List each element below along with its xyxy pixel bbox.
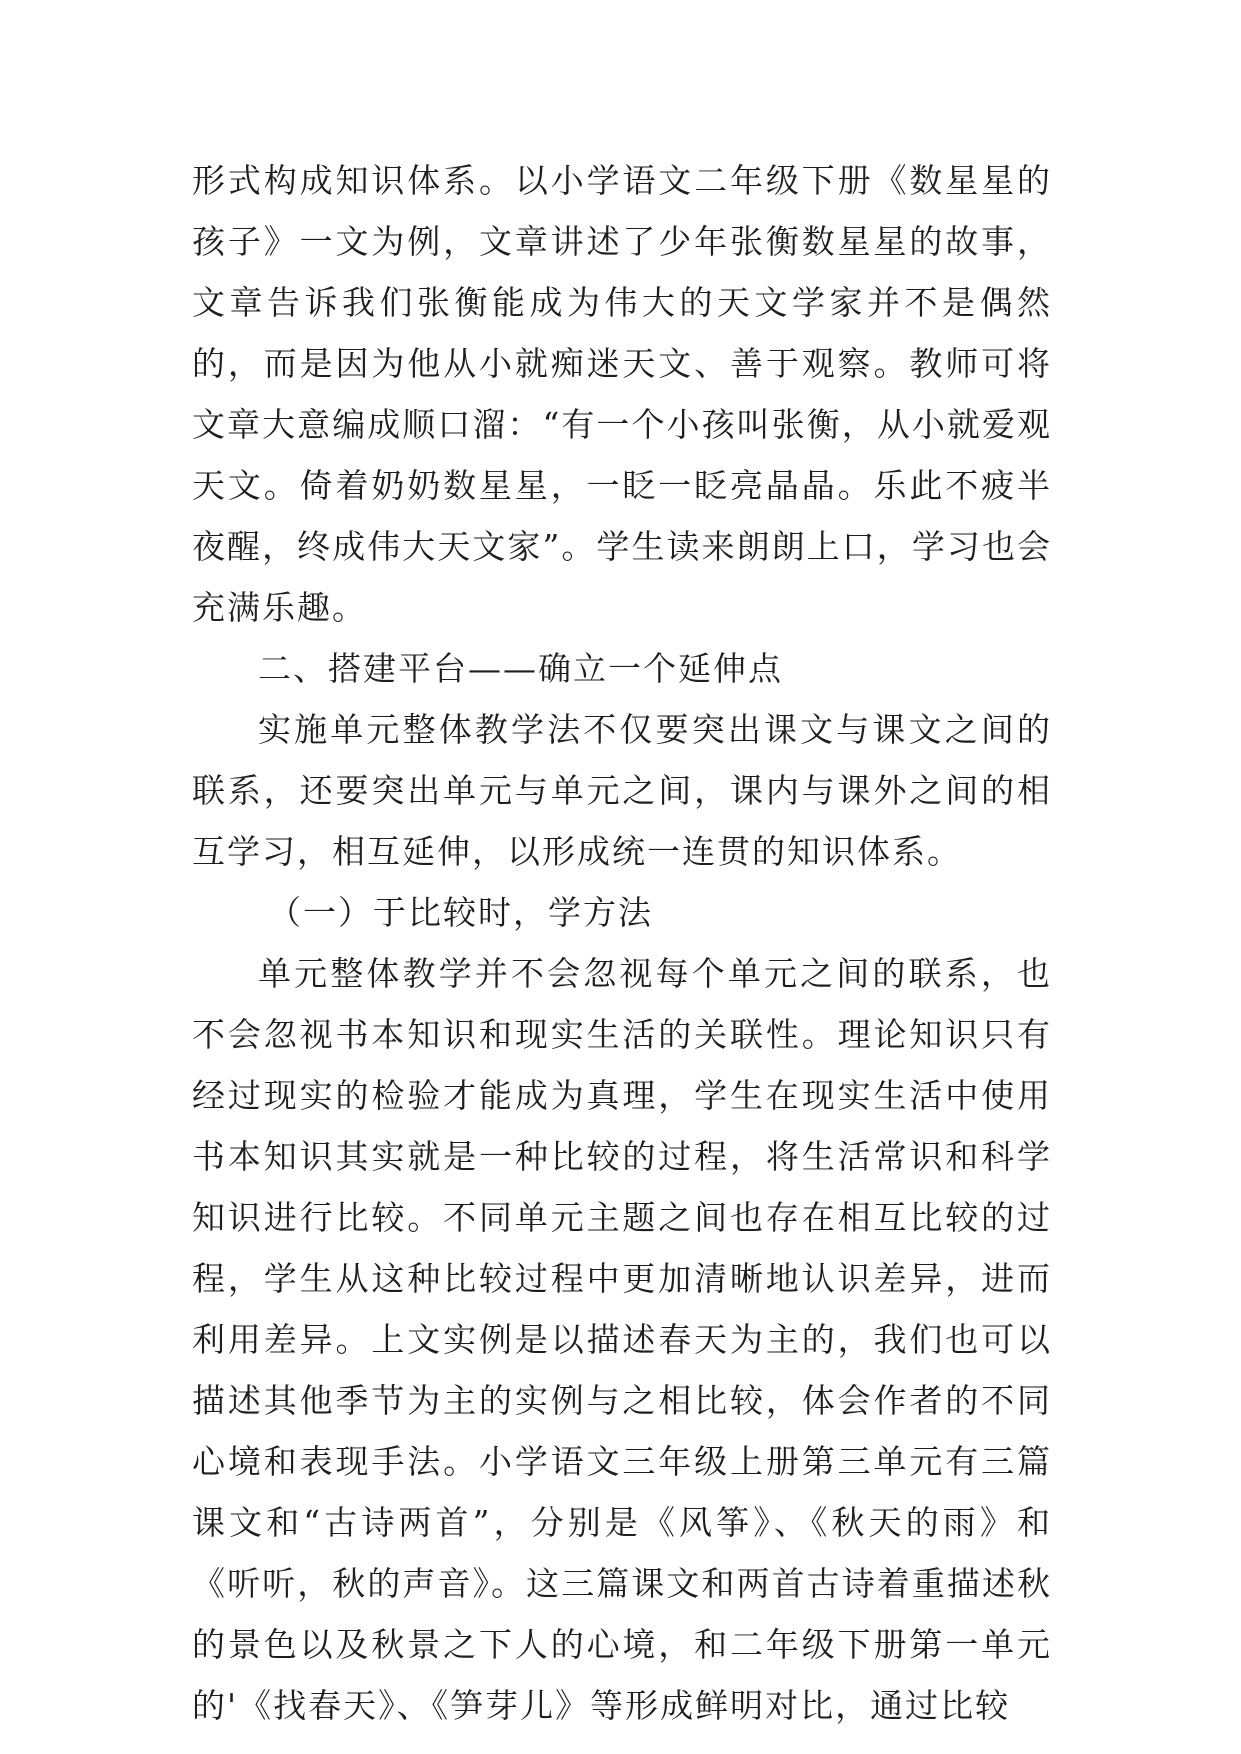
document-body: [192, 150, 1052, 1736]
paragraph: 实施单元整体教学法不仅要突出课文与课文之间的联系，还要突出单元与单元之间，课内与课外之间的相互学习，相互延伸，以形成统一连贯的知识体系。: [192, 710, 1052, 871]
paragraph: 单元整体教学并不会忽视每个单元之间的联系，也不会忽视书本知识和现实生活的关联性。理论知识只有经过现实的检验才能成为真理，学生在现实生活中使用书本知识其实就是一种比较的过程，将生活常识和科学知识进行比较。不同单元主题之间也存在相互比较的过程，学生从这种比较过程中更加清晰地认识差异，进而利用差异。上文实例是以描述春天为主的，我们也可以描述其他季节为主的实例与之相比较，体会作者的不同心境和表现手法。小学语文三年级上册第三单元有三篇课文和“古诗两首”，分别是《风筝》、《秋天的雨》和《听听，秋的声音》。这三篇课文和两首古诗着重描述秋的景色以及秋景之下人的心境，和二年级下册第一单元的'《找春天》、《笋芽儿》等形成鲜明对比，通过比较: [192, 954, 1052, 1725]
section-heading: 二、搭建平台——确立一个延伸点: [258, 649, 783, 688]
subsection-heading: （一）于比较时，学方法: [268, 893, 653, 932]
paragraph-continuation: 形式构成知识体系。以小学语文二年级下册《数星星的孩子》一文为例，文章讲述了少年张衡数星星的故事，文章告诉我们张衡能成为伟大的天文学家并不是偶然的，而是因为他从小就痴迷天文、善于观察。教师可将文章大意编成顺口溜：“有一个小孩叫张衡，从小就爱观天文。倚着奶奶数星星，一眨一眨亮晶晶。乐此不疲半夜醒，终成伟大天文家”。学生读来朗朗上口，学习也会充满乐趣。: [192, 161, 1052, 627]
